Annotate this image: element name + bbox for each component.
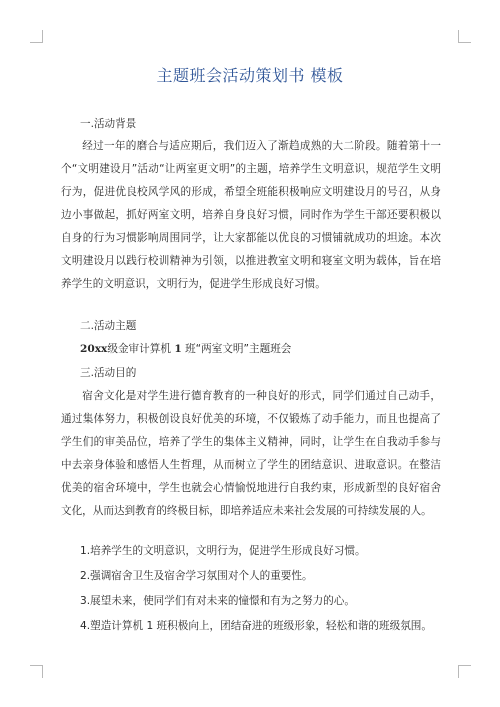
- section-heading-purpose: 三.活动目的: [80, 367, 137, 379]
- purpose-item-1: 1.培养学生的文明意识，文明行为，促进学生形成良好习惯。: [80, 545, 366, 557]
- crop-mark-bottom-right: [458, 665, 471, 678]
- purpose-item-2: 2.强调宿舍卫生及宿舍学习氛围对个人的重要性。: [80, 570, 313, 582]
- document-title: 主题班会活动策划书 模板: [156, 66, 344, 85]
- crop-mark-top-left: [30, 30, 43, 43]
- theme-mid: 级金审计算机: [107, 343, 171, 355]
- purpose-item-3: 3.展望未来，使同学们有对未来的憧憬和有为之努力的心。: [80, 595, 355, 607]
- crop-mark-top-right: [458, 30, 471, 43]
- theme-end: 班“两室文明”主题班会: [185, 343, 292, 355]
- section-heading-background: 一.活动背景: [80, 118, 137, 130]
- theme-line: [80, 341, 291, 356]
- section-heading-theme: 二.活动主题: [80, 320, 137, 332]
- theme-year: 20xx: [80, 343, 108, 355]
- purpose-paragraph: 宿舍文化是对学生进行德育教育的一种良好的形式，同学们通过自己动手，通过集体努力，积极创设良好优美的环境，不仅锻炼了动手能力，而且也提高了学生们的审美品位，培养了学生的集体主义精神，同时，让学生在自我动手参与中去亲身体验和感悟人生哲理，从而树立了学生的团结意识、进取意识。在整洁优美的宿舍环境中，学生也就会心情愉悦地进行自我约束，形成新型的良好宿舍文化，从而达到教育的终极目标，即培养适应未来社会发展的可持续发展的人。: [61, 390, 441, 517]
- crop-mark-bottom-left: [30, 665, 43, 678]
- background-paragraph: 经过一年的磨合与适应期后，我们迈入了渐趋成熟的大二阶段。随着第十一个“文明建设月”活动“让两室更文明”的主题，培养学生文明意识，规范学生文明行为，促进优良校风学风的形成，希望全班能积极响应文明建设月的号召，从身边小事做起，抓好两室文明，培养自身良好习惯，同时作为学生干部还要积极以自身的行为习惯影响周围同学，让大家都能以优良的习惯铺就成功的坦途。本次文明建设月以践行校训精神为引领，以推进教室文明和寝室文明为载体，旨在培养学生的文明意识，文明行为，促进学生形成良好习惯。: [61, 140, 441, 290]
- theme-class-number: 1: [174, 343, 182, 355]
- purpose-item-4: 4.塑造计算机 1 班积极向上，团结奋进的班级形象，轻松和谐的班级氛围。: [80, 620, 432, 632]
